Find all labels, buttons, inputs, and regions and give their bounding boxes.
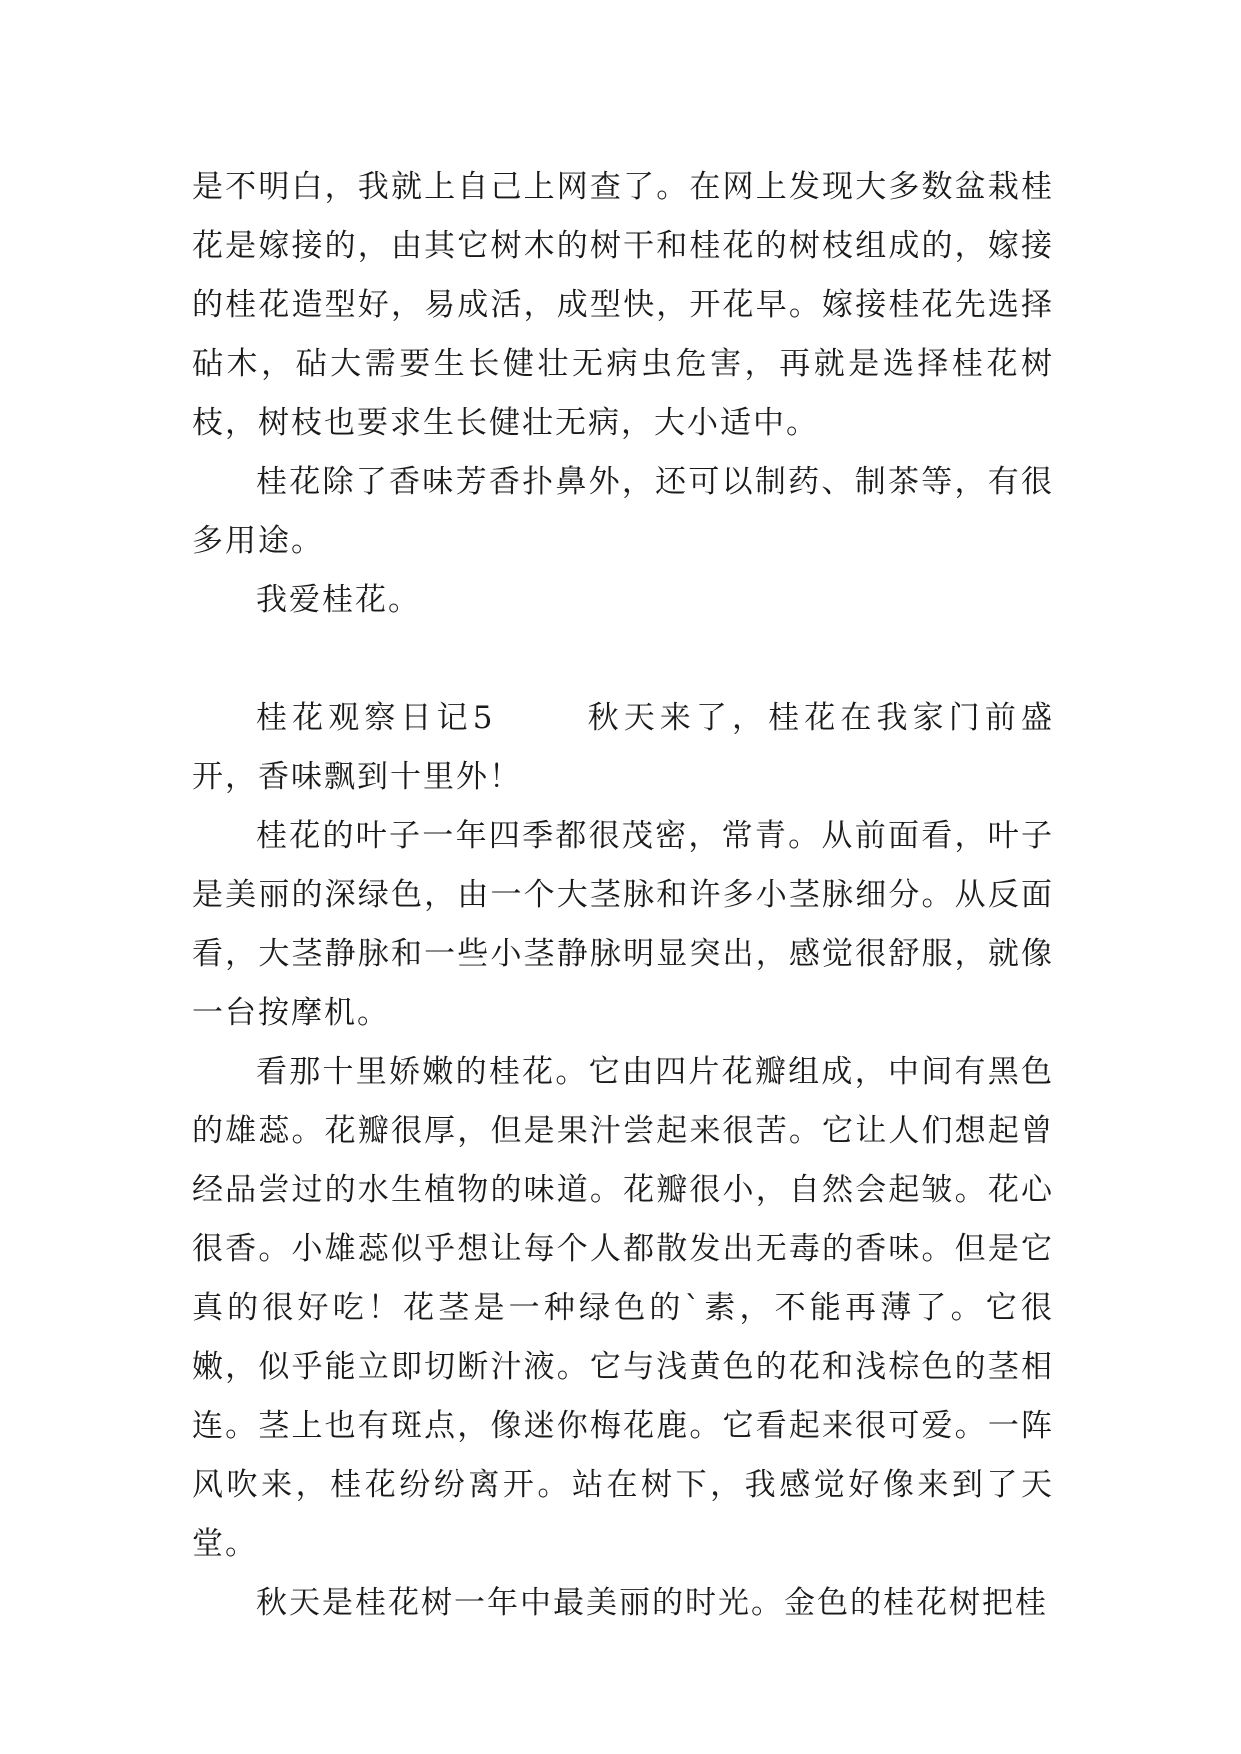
paragraph-love: 我爱桂花。 [256,582,421,618]
paragraph-grafting: 是不明白，我就上自己上网查了。在网上发现大多数盆栽桂花是嫁接的，由其它树木的树干和桂花的树枝组成的，嫁接的桂花造型好，易成活，成型快，开花早。嫁接桂花先选择砧木，砧大需要生长健壮无病虫危害，再就是选择桂花树枝，树枝也要求生长健壮无病，大小适中。 [192,169,1054,441]
section-first-text: 秋天来了，桂花在我家门前盛开，香味飘到十里外！ [192,700,1055,795]
document-body [192,158,1054,1633]
section-gap [192,630,1054,689]
paragraph-autumn: 秋天是桂花树一年中最美丽的时光。金色的桂花树把桂 [256,1585,1048,1621]
paragraph-uses: 桂花除了香味芳香扑鼻外，还可以制药、制茶等，有很多用途。 [192,464,1054,559]
section-heading-paragraph [192,689,1054,807]
paragraph-leaves: 桂花的叶子一年四季都很茂密，常青。从前面看，叶子是美丽的深绿色，由一个大茎脉和许多小茎脉细分。从反面看，大茎静脉和一些小茎静脉明显突出，感觉很舒服，就像一台按摩机。 [192,818,1054,1031]
paragraph-flowers: 看那十里娇嫩的桂花。它由四片花瓣组成，中间有黑色的雄蕊。花瓣很厚，但是果汁尝起来很苦。它让人们想起曾经品尝过的水生植物的味道。花瓣很小，自然会起皱。花心很香。小雄蕊似乎想让每个人都散发出无毒的香味。但是它真的很好吃！花茎是一种绿色的`素，不能再薄了。它很嫩，似乎能立即切断汁液。它与浅黄色的花和浅棕色的茎相连。茎上也有斑点，像迷你梅花鹿。它看起来很可爱。一阵风吹来，桂花纷纷离开。站在树下，我感觉好像来到了天堂。 [192,1054,1054,1562]
section-title: 桂花观察日记5 [256,700,495,736]
